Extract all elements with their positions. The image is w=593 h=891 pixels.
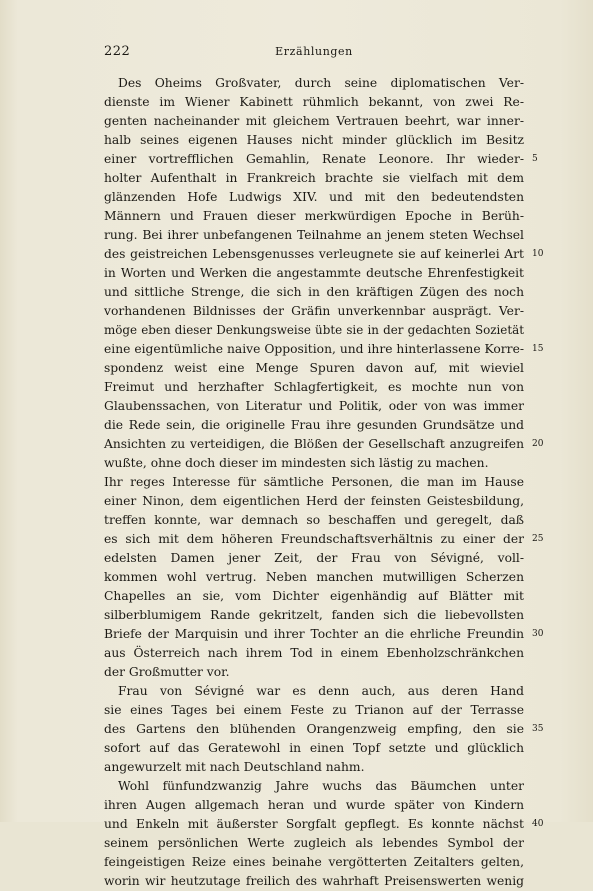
line-number: 40 bbox=[532, 819, 544, 829]
text-line-content: spondenz weist eine Menge Spuren davon auf, mit wieviel bbox=[104, 361, 524, 375]
text-line bbox=[104, 397, 524, 416]
running-title: Erzählungen bbox=[275, 45, 353, 58]
text-line bbox=[104, 473, 524, 492]
text-line-content: aus Österreich nach ihrem Tod in einem Ebenholzschränkchen bbox=[104, 646, 524, 660]
text-line-content: Ansichten zu verteidigen, die Blößen der Gesellschaft anzugreifen bbox=[104, 437, 524, 451]
text-line-content: Ihr reges Interesse für sämtliche Personen, die man im Hause bbox=[104, 475, 524, 489]
text-line bbox=[104, 112, 524, 131]
text-line bbox=[104, 644, 524, 663]
text-line bbox=[104, 682, 524, 701]
text-line bbox=[104, 777, 524, 796]
text-line-content: und Enkeln mit äußerster Sorgfalt gepflegt. Es konnte nächst bbox=[104, 817, 524, 831]
text-line bbox=[104, 606, 524, 625]
text-line bbox=[104, 435, 544, 454]
text-line bbox=[104, 340, 544, 359]
text-line bbox=[104, 359, 524, 378]
text-line-content: holter Aufenthalt in Frankreich brachte sie vielfach mit dem bbox=[104, 171, 524, 185]
text-line bbox=[104, 872, 524, 891]
text-line bbox=[104, 758, 524, 777]
text-line bbox=[104, 739, 524, 758]
text-line-content: treffen konnte, war demnach so beschaffen und geregelt, daß bbox=[104, 513, 524, 527]
text-line-content: halb seines eigenen Hauses nicht minder glücklich im Besitz bbox=[104, 133, 524, 147]
text-line-content: silberblumigem Rande gekritzelt, fanden sich die liebevollsten bbox=[104, 608, 524, 622]
line-number: 10 bbox=[532, 249, 544, 259]
text-line-content: möge eben dieser Denkungsweise übte sie in der gedachten Sozietät bbox=[104, 323, 524, 337]
text-line bbox=[104, 416, 524, 435]
text-line-content: Freimut und herzhafter Schlagfertigkeit, es mochte nun von bbox=[104, 380, 524, 394]
text-line bbox=[104, 796, 524, 815]
text-line bbox=[104, 625, 544, 644]
text-line-content: Briefe der Marquisin und ihrer Tochter an die ehrliche Freundin bbox=[104, 627, 524, 641]
text-line bbox=[104, 302, 524, 321]
line-number: 25 bbox=[532, 534, 544, 544]
text-line bbox=[104, 815, 544, 834]
body-text bbox=[104, 74, 544, 891]
text-line-content: des Gartens den blühenden Orangenzweig empfing, den sie bbox=[104, 722, 524, 736]
text-line bbox=[104, 264, 524, 283]
text-line-content: es sich mit dem höheren Freundschaftsverhältnis zu einer der bbox=[104, 532, 524, 546]
line-number: 15 bbox=[532, 344, 544, 354]
text-line-content: seinem persönlichen Werte zugleich als lebendes Symbol der bbox=[104, 836, 524, 850]
text-line-content: feingeistigen Reize eines beinahe vergötterten Zeitalters gelten, bbox=[104, 855, 524, 869]
text-line-content: dienste im Wiener Kabinett rühmlich bekannt, von zwei Re- bbox=[104, 95, 524, 109]
text-line-content: ihren Augen allgemach heran und wurde später von Kindern bbox=[104, 798, 524, 812]
text-line bbox=[104, 663, 524, 682]
text-line-content: Frau von Sévigné war es denn auch, aus deren Hand bbox=[118, 684, 524, 698]
text-line-content: Des Oheims Großvater, durch seine diplomatischen Ver- bbox=[118, 76, 524, 90]
text-line bbox=[104, 226, 524, 245]
text-line bbox=[104, 549, 524, 568]
text-line-content: in Worten und Werken die angestammte deutsche Ehrenfestigkeit bbox=[104, 266, 524, 280]
text-line-content: Glaubenssachen, von Literatur und Politik, oder von was immer bbox=[104, 399, 524, 413]
text-line-content: die Rede sein, die originelle Frau ihre gesunden Grundsätze und bbox=[104, 418, 524, 432]
text-line bbox=[104, 530, 544, 549]
text-line bbox=[104, 93, 524, 112]
text-line-content: sofort auf das Geratewohl in einen Topf setzte und glücklich bbox=[104, 741, 524, 755]
text-line-content: wußte, ohne doch dieser im mindesten sich lästig zu machen. bbox=[104, 456, 489, 470]
text-line bbox=[104, 454, 524, 473]
text-line bbox=[104, 321, 524, 340]
text-line-content: glänzenden Hofe Ludwigs XIV. und mit den bedeutendsten bbox=[104, 190, 524, 204]
text-line bbox=[104, 74, 524, 93]
line-number: 5 bbox=[532, 154, 538, 164]
page-number: 222 bbox=[104, 44, 131, 59]
text-line-content: und sittliche Strenge, die sich in den kräftigen Zügen des noch bbox=[104, 285, 524, 299]
text-line-content: vorhandenen Bildnisses der Gräfin unverkennbar ausprägt. Ver- bbox=[104, 304, 524, 318]
text-line bbox=[104, 568, 524, 587]
text-line-content: sie eines Tages bei einem Feste zu Trianon auf der Terrasse bbox=[104, 703, 524, 717]
text-line bbox=[104, 834, 524, 853]
text-line bbox=[104, 720, 544, 739]
text-line-content: einer vortrefflichen Gemahlin, Renate Leonore. Ihr wieder- bbox=[104, 152, 524, 166]
text-line-content: eine eigentümliche naive Opposition, und ihre hinterlassene Korre- bbox=[104, 342, 524, 356]
line-number: 30 bbox=[532, 629, 544, 639]
line-number: 20 bbox=[532, 439, 544, 449]
text-line-content: angewurzelt mit nach Deutschland nahm. bbox=[104, 760, 365, 774]
page-header bbox=[104, 44, 524, 60]
text-line-content: worin wir heutzutage freilich des wahrhaft Preisenswerten wenig bbox=[104, 874, 524, 888]
text-line-content: edelsten Damen jener Zeit, der Frau von Sévigné, voll- bbox=[104, 551, 524, 565]
text-line-content: Männern und Frauen dieser merkwürdigen Epoche in Berüh- bbox=[104, 209, 524, 223]
line-number: 35 bbox=[532, 724, 544, 734]
text-line bbox=[104, 283, 524, 302]
text-line bbox=[104, 169, 524, 188]
text-line bbox=[104, 378, 524, 397]
text-line bbox=[104, 701, 524, 720]
text-line-content: Wohl fünfundzwanzig Jahre wuchs das Bäumchen unter bbox=[118, 779, 524, 793]
text-line-content: des geistreichen Lebensgenusses verleugnete sie auf keinerlei Art bbox=[104, 247, 524, 261]
text-line-content: kommen wohl vertrug. Neben manchen mutwilligen Scherzen bbox=[104, 570, 524, 584]
text-line bbox=[104, 131, 524, 150]
text-line-content: genten nacheinander mit gleichem Vertrauen beehrt, war inner- bbox=[104, 114, 524, 128]
text-line bbox=[104, 150, 538, 169]
text-line bbox=[104, 492, 524, 511]
text-line bbox=[104, 245, 544, 264]
text-line-content: der Großmutter vor. bbox=[104, 665, 230, 679]
text-line-content: rung. Bei ihrer unbefangenen Teilnahme an jenem steten Wechsel bbox=[104, 228, 524, 242]
text-line bbox=[104, 511, 524, 530]
text-line bbox=[104, 188, 524, 207]
text-line-content: einer Ninon, dem eigentlichen Herd der feinsten Geistesbildung, bbox=[104, 494, 524, 508]
text-line bbox=[104, 207, 524, 226]
text-line bbox=[104, 853, 524, 872]
text-line-content: Chapelles an sie, vom Dichter eigenhändig auf Blätter mit bbox=[104, 589, 524, 603]
text-line bbox=[104, 587, 524, 606]
